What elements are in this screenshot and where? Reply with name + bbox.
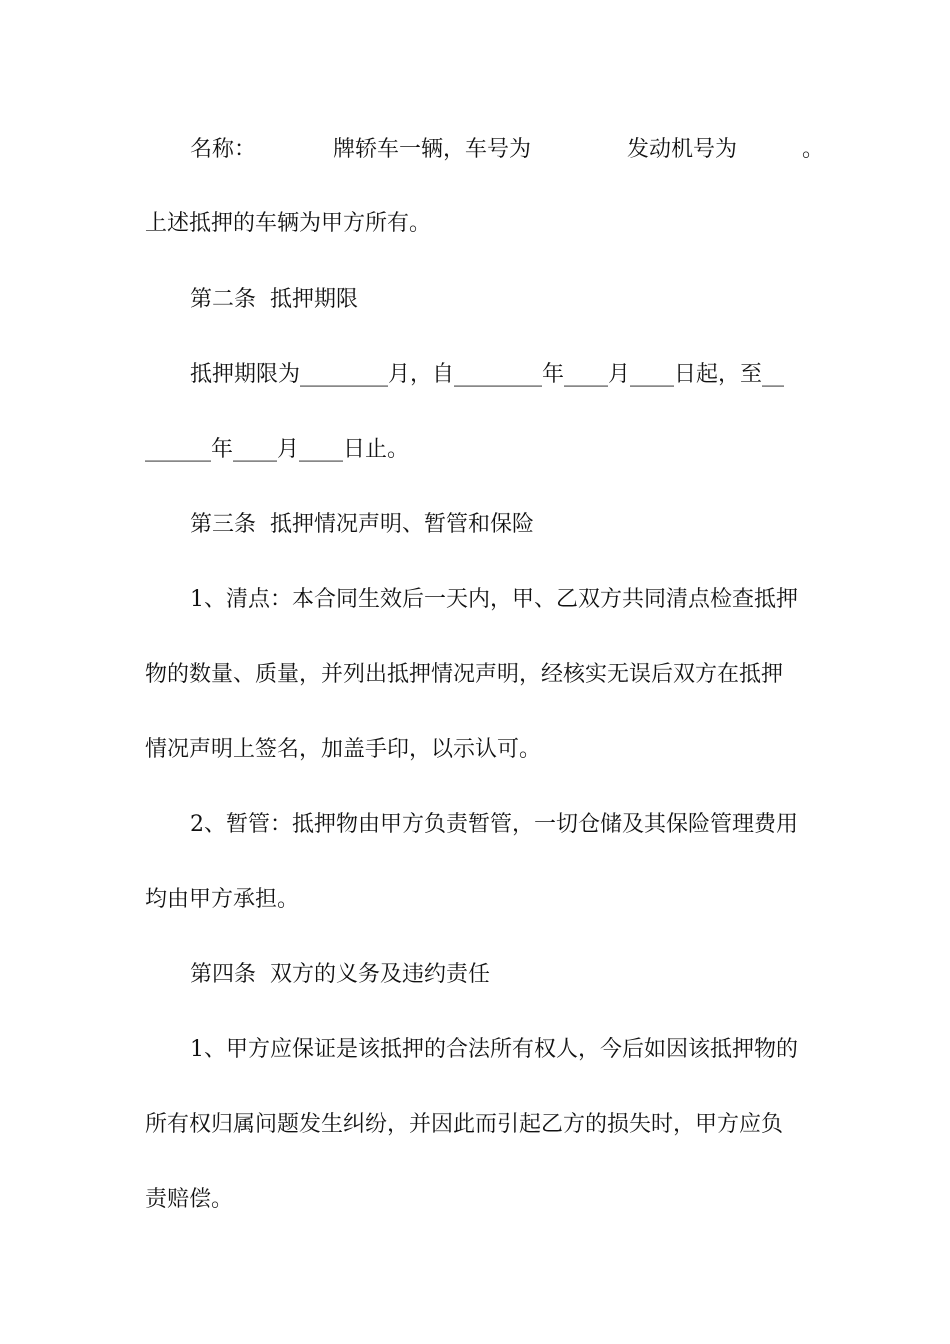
- vehicle-end-mark: 。: [802, 137, 825, 162]
- article3-item1-line3: [0, 730, 950, 770]
- article4-item1-line3: [0, 1180, 950, 1220]
- article3-item1-text-1: 1、清点：本合同生效后一天内，甲、乙双方共同清点检查抵押: [190, 587, 798, 612]
- article3-item1-text-3: 情况声明上签名，加盖手印，以示认可。: [145, 737, 542, 762]
- article4-item1-text-3: 责赔偿。: [145, 1187, 234, 1212]
- article3-heading-line: [0, 505, 950, 545]
- article4-heading: 第四条 双方的义务及违约责任: [190, 962, 490, 987]
- article3-item1-line2: [0, 655, 950, 695]
- article3-heading: 第三条 抵押情况声明、暂管和保险: [190, 512, 534, 537]
- article4-item1-text-1: 1、甲方应保证是该抵押的合法所有权人，今后如因该抵押物的: [190, 1037, 798, 1062]
- article4-heading-line: [0, 955, 950, 995]
- article4-item1-text-2: 所有权归属问题发生纠纷，并因此而引起乙方的损失时，甲方应负: [145, 1112, 784, 1137]
- article2-text-1: 抵押期限为________月，自________年____月____日起，至__: [190, 362, 785, 387]
- article3-item2-line1: [0, 805, 950, 845]
- vehicle-engine-label: 发动机号为: [627, 137, 738, 162]
- article3-item1-text-2: 物的数量、质量，并列出抵押情况声明，经核实无误后双方在抵押: [145, 662, 784, 687]
- vehicle-name-label: 名称：: [190, 137, 257, 162]
- vehicle-ownership-line: [0, 204, 950, 244]
- article4-item1-line1: [0, 1030, 950, 1070]
- vehicle-line: [0, 130, 950, 170]
- article3-item2-text-1: 2、暂管：抵押物由甲方负责暂管，一切仓储及其保险管理费用: [190, 812, 798, 837]
- vehicle-ownership-text: 上述抵押的车辆为甲方所有。: [145, 211, 432, 236]
- article2-line2: [0, 430, 950, 470]
- article2-heading-line: [0, 280, 950, 320]
- article2-heading: 第二条 抵押期限: [190, 287, 358, 312]
- article2-text-2: ______年____月____日止。: [145, 437, 410, 462]
- article3-item2-line2: [0, 880, 950, 920]
- article3-item2-text-2: 均由甲方承担。: [145, 887, 300, 912]
- article3-item1-line1: [0, 580, 950, 620]
- vehicle-brand-text: 牌轿车一辆，车号为: [333, 137, 532, 162]
- article2-line1: [0, 355, 950, 395]
- article4-item1-line2: [0, 1105, 950, 1145]
